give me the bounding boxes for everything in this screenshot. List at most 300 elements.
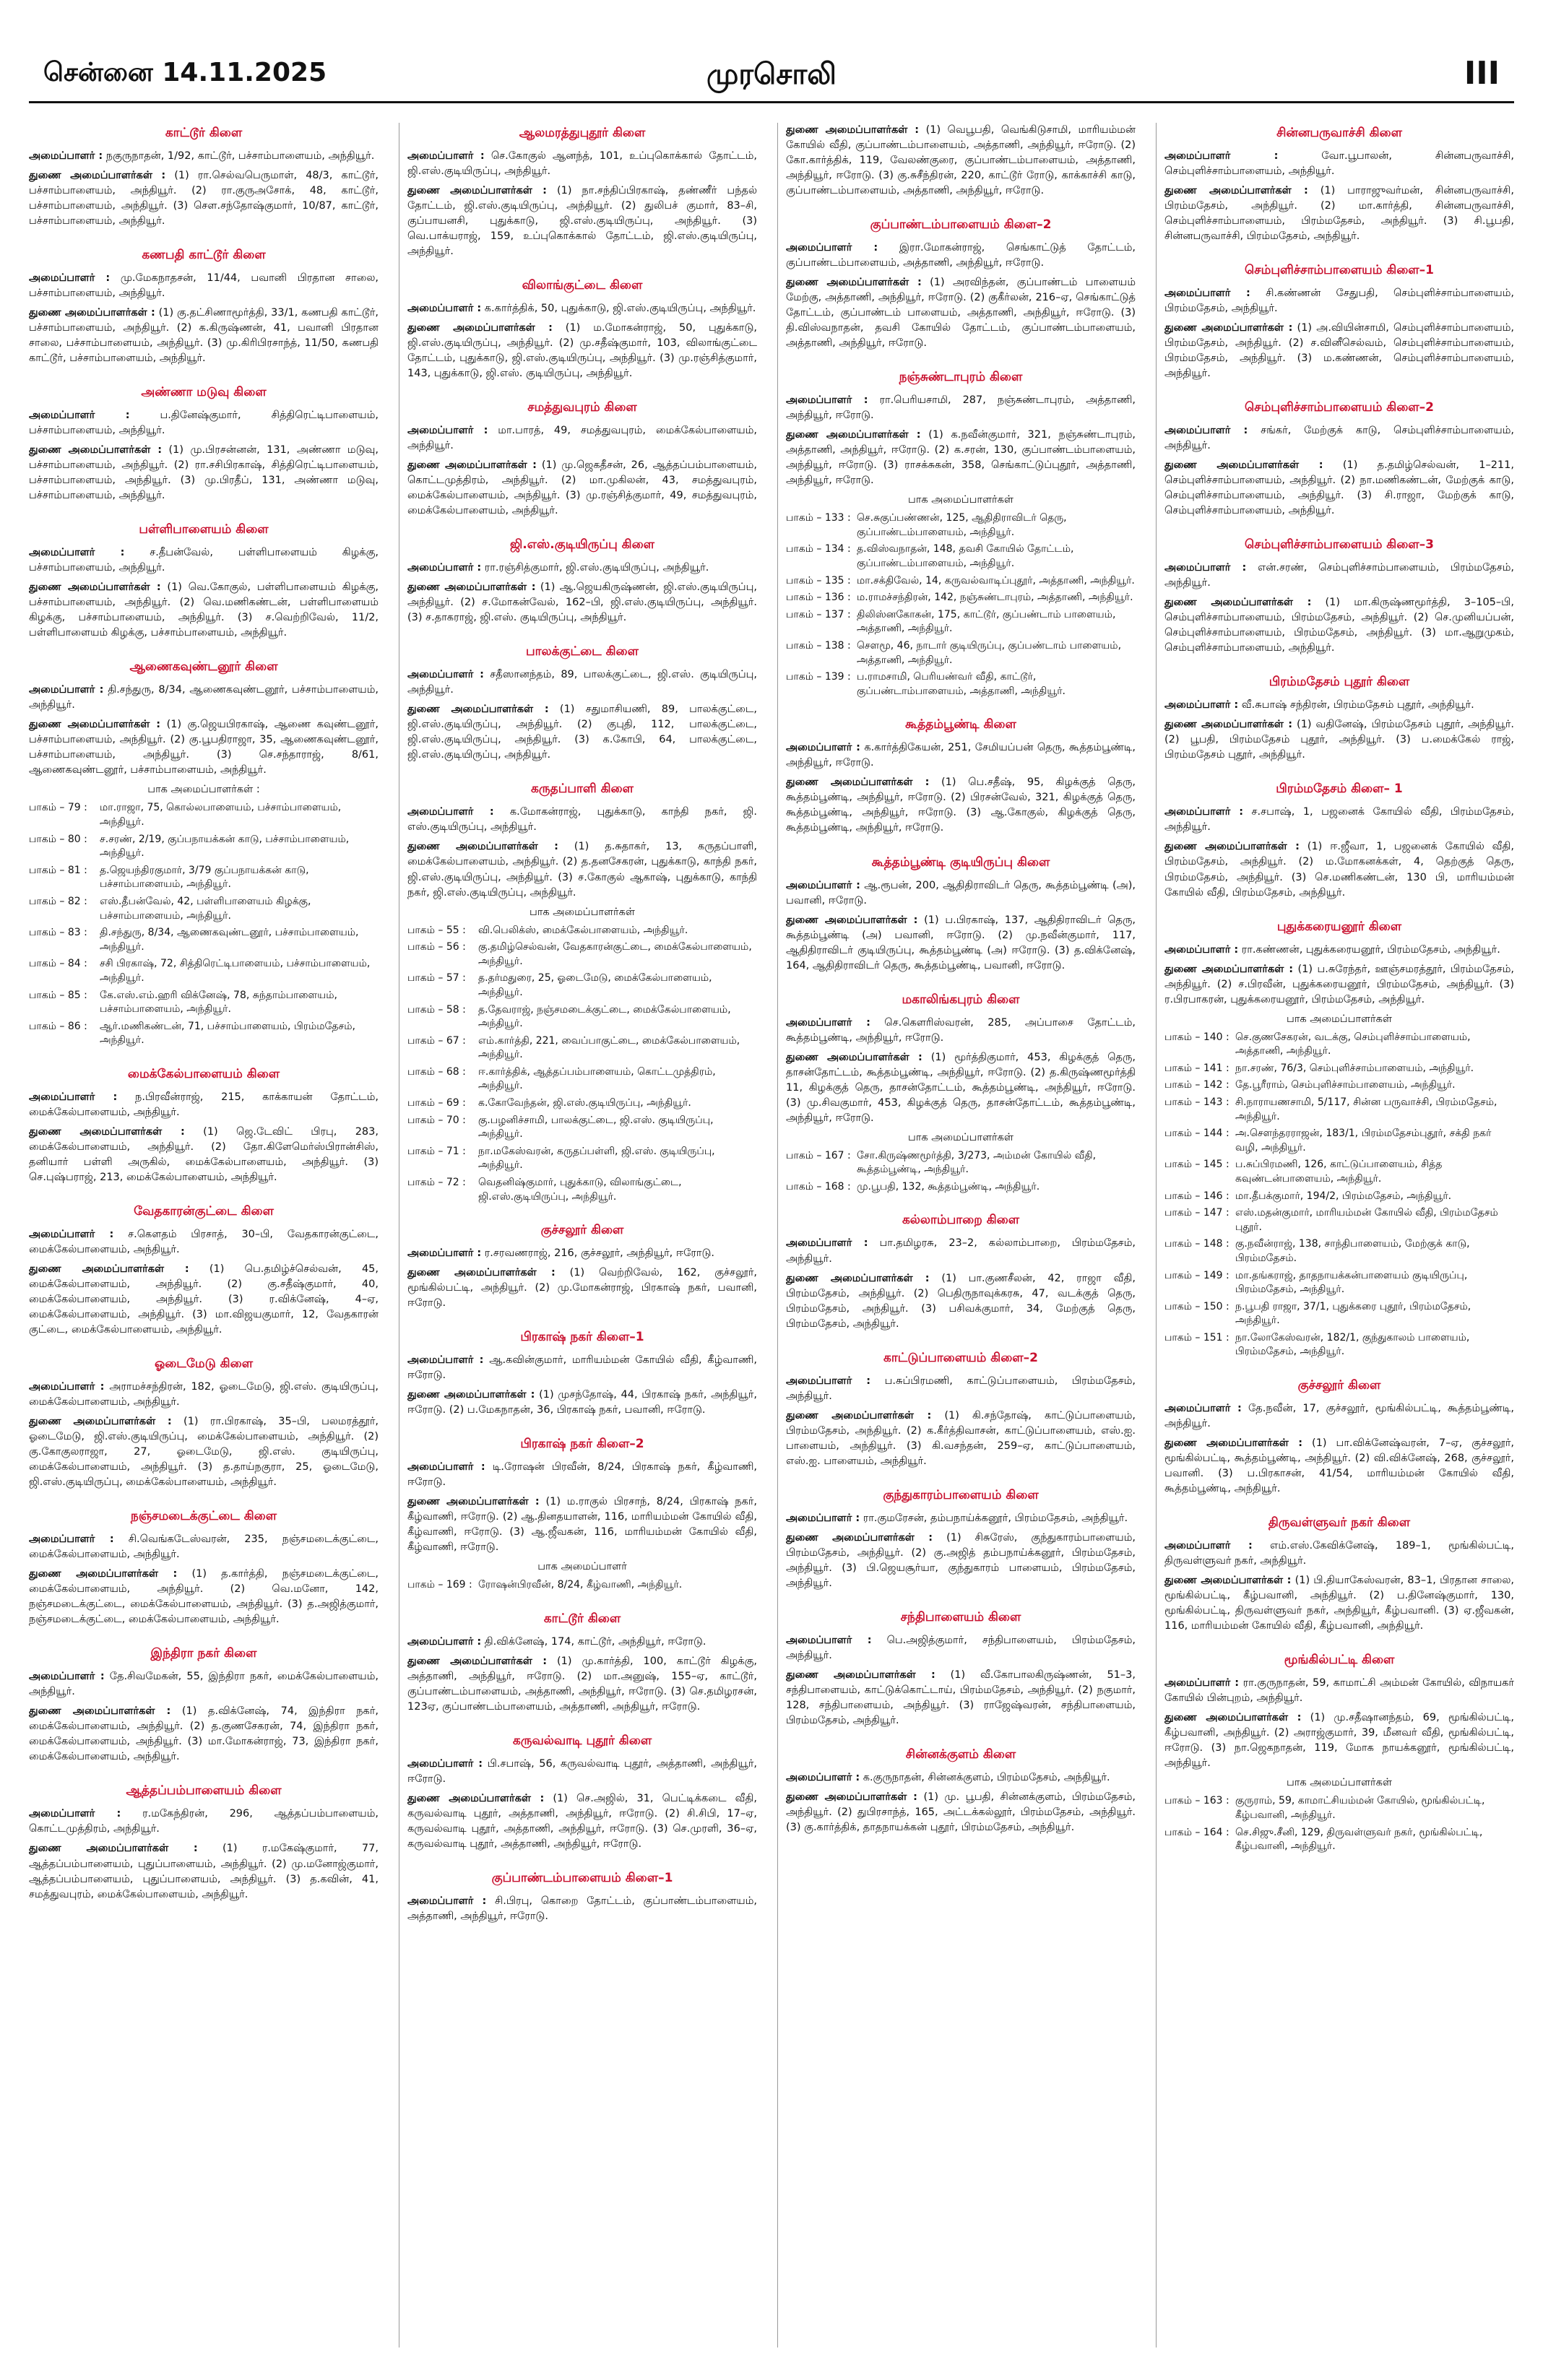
member-details: ச.தீபன்வேல், பள்ளிபாளையம் கிழக்கு, பச்சாம்பாளையம், அந்தியூர். [29,547,379,574]
member-details: ச.கௌதம் பிரசாத், 30–பி, வேதகாரன்குட்டை, மைக்கேல்பாளையம், அந்தியூர். [29,1229,379,1256]
booth-member: செ.குணசேகரன், வடக்கு, செம்புளிச்சாம்பாளையம், அத்தாணி, அந்தியூர். [1235,1031,1471,1057]
member-entry [1164,1573,1514,1634]
role-label: துணை அமைப்பாளர்கள் : [407,1656,548,1668]
member-details: (1) வெபூபதி, வெங்கிடுசாமி, மாரியம்மன் கோயில் வீதி, குப்பாண்டம்பாளையம், அத்தாணி, அந்தியூர், ஈரோடு. (2) கோ.கார்த்திக், 119, வேலண்குரை, குப்பாண்டம்பாளையம், அத்தாணி, அந்தியூர், ஈரோடு. (3) கு.சுசீந்திரன், 220, காட்டூர் ரோடு, காக்காச்சி காடு, குப்பாண்டம்பாளையம், அத்தாணி, அந்தியூர், ஈரோடு. [786,124,1136,197]
role-label: துணை அமைப்பாளர்கள் : [407,581,536,594]
member-entry [29,1704,379,1765]
member-details: மு.மேகநாதசன், 11/44, பவானி பிரதான சாலை, பச்சாம்பாளையம், அந்தியூர். [29,272,379,300]
booth-number: பாகம் – 149 : [1164,1269,1229,1281]
booth-member: நா.மகேஸ்வரன், கருதப்பள்ளி, ஜி.எஸ். குடியிருப்பு, அந்தியூர். [478,1145,715,1172]
role-label: அமைப்பாளர் : [29,547,125,559]
branch-section [786,855,1136,974]
role-label: துணை அமைப்பாளர்கள் : [786,124,920,136]
member-entry [786,1374,1136,1404]
member-entry [1164,717,1514,763]
member-entry [407,667,757,698]
role-label: துணை அமைப்பாளர்கள் : [407,185,547,197]
member-entry [1164,805,1514,835]
role-label: அமைப்பாளர் : [1164,1677,1240,1689]
role-label: துணை அமைப்பாளர்கள் : [29,1125,185,1138]
member-entry [407,423,757,454]
booth-row [407,1065,757,1094]
branch-heading: திருவள்ளுவர் நகர் கிளை [1268,1515,1411,1531]
member-entry [29,1532,379,1562]
booth-number: பாகம் – 142 : [1164,1079,1229,1091]
member-entry [1164,1676,1514,1706]
booth-row [407,1578,757,1593]
role-label: துணை அமைப்பாளர்கள் : [29,1263,189,1276]
booth-number: பாகம் – 85 : [29,989,87,1001]
member-details: (1) மூர்த்திகுமார், 453, கிழக்குத் தெரு, தாசன்தோட்டம், கூத்தம்பூண்டி, அந்தியூர், ஈரோடு. (2) த.கிருஷ்ணமூர்த்தி 11, கிழக்குத் தெரு, தாசன்தோட்டம், கூத்தம்பூண்டி, அந்தியூர், ஈரோடு. (3) மு.சிவகுமார், 453, கிழக்குத் தெரு, தாசன்தோட்டம், கூத்தம்பூண்டி, அந்தியூர், ஈரோடு. [786,1051,1136,1124]
booth-number: பாகம் – 150 : [1164,1300,1229,1312]
role-label: துணை அமைப்பாளர்கள் : [786,1409,932,1421]
booth-member: நா.லோகேஸ்வரன், 182/1, குந்துகாலம் பாளையம், பிரம்மதேசம், அந்தியூர். [1235,1331,1470,1358]
role-label: அமைப்பாளர் : [407,669,484,681]
booth-row [29,1020,379,1048]
booth-number: பாகம் – 86 : [29,1020,87,1032]
branch-section [29,1509,379,1627]
booth-member: மு.பூபதி, 132, கூத்தம்பூண்டி, அந்தியூர். [857,1180,1040,1193]
member-details: நகுருநாதன், 1/92, காட்டூர், பச்சாம்பாளையம், அந்தியூர். [105,150,375,162]
member-details: ர.சரவணராஜ், 216, குச்சலூர், அந்தியூர், ஈரோடு. [484,1247,714,1260]
member-entry [786,740,1136,771]
role-label: அமைப்பாளர் : [786,242,878,254]
member-details: ப.தினேஷ்குமார், சித்திரெட்டிபாளையம், பச்சாம்பாளையம், அந்தியூர். [29,410,379,437]
branch-section [29,248,379,366]
role-label: அமைப்பாளர் : [786,742,860,754]
role-label: அமைப்பாளர் : [1164,1540,1253,1552]
branch-section [1164,1653,1514,1853]
member-details: செ.கௌரிஸ்வரன், 285, அப்பாசை தோட்டம், கூத்தம்பூண்டி, அந்தியூர், ஈரோடு. [786,1016,1136,1044]
member-details: ஆ.கவின்குமார், மாரியம்மன் கோயில் வீதி, கீழ்வாணி, ஈரோடு. [407,1354,757,1382]
branch-heading: மகாலிங்கபுரம் கிளை [902,992,1020,1007]
member-entry [407,1246,757,1261]
booth-row [29,833,379,861]
booth-row [786,670,1136,698]
booth-number: பாகம் – 147 : [1164,1207,1229,1219]
member-entry [29,717,379,778]
booth-member: செ.சிஜு.சீனி, 129, திருவள்ளுவர் நகர், மூங்கில்பட்டி, கீழ்பவானி, அந்தியூர். [1235,1826,1483,1853]
branch-section [1164,400,1514,519]
role-label: அமைப்பாளர் : [786,394,868,407]
role-label: அமைப்பாளர் : [407,303,482,315]
member-entry [786,241,1136,271]
booth-row [29,864,379,892]
member-details: (1) பா.விக்னேஷ்வரன், 7–ஏ, குச்சலூர், மூங்கில்பட்டி, கூத்தம்பூண்டி, அந்தியூர். (2) வி.விக்னேஷ், 268, குச்சலூர், பவானி. (3) ப.பிரகாசன், 41/54, மாரியம்மன் கோயில் வீதி, கூத்தம்பூண்டி, அந்தியூர். [1164,1437,1514,1495]
member-entry [29,306,379,366]
branch-heading: விலாங்குட்டை கிளை [522,278,643,293]
booth-member: மா.சக்திவேல், 14, கருவல்வாடிப்புதூர், அத்தாணி, அந்தியூர். [857,574,1135,587]
member-details: ரா.குமரேசன், தம்பநாய்க்கனூர், பிரம்மதேசம், அந்தியூர். [863,1512,1128,1524]
role-label: அமைப்பாளர் : [786,1771,860,1783]
role-label: அமைப்பாளர் : [1164,1403,1242,1415]
role-label: துணை அமைப்பாளர்கள் : [1164,597,1312,609]
booth-member: எஸ்.தீபன்வேல், 42, பள்ளிபாளையம் கிழக்கு, பச்சாம்பாளையம், அந்தியூர். [100,896,311,922]
member-entry [1164,1401,1514,1432]
role-label: அமைப்பாளர் : [1164,150,1279,162]
booth-member: செ.சுகுப்பண்ணன், 125, ஆதிதிராவிடர் தெரு, குப்பாண்டம்பாளையம், அந்தியூர். [857,512,1067,538]
member-details: எம்.எஸ்.கேவிக்னேஷ், 189–1, மூங்கில்பட்டி, திருவள்ளுவர் நகர், அந்தியூர். [1164,1540,1514,1567]
member-entry [29,1125,379,1185]
booth-number: பாகம் – 138 : [786,640,851,652]
booth-member: அ.சௌந்தரராஜன், 183/1, பிரம்மதேசம்புதூர், சக்தி நகர் வழி, அந்தியூர். [1235,1128,1492,1154]
role-label: அமைப்பாளர் : [1164,425,1248,437]
branch-heading: இந்திரா நகர் கிளை [150,1646,257,1661]
role-label: துணை அமைப்பாளர்கள் : [29,1416,172,1428]
booth-number: பாகம் – 140 : [1164,1031,1229,1043]
branch-section [786,1488,1136,1591]
member-details: (1) பெ.தமிழ்ச்செல்வன், 45, மைக்கேல்பாளையம், அந்தியூர். (2) கு.சதீஷ்குமார், 40, மைக்கேல்பாளையம், அந்தியூர். (3) ர.விக்னேஷ், 4–ஏ, மைக்கேல்பாளையம், அந்தியூர். (3) மா.விஜயகுமார், 12, வேதகாரன் குட்டை, மைக்கேல்பாளையம், அந்தியூர். [29,1263,379,1336]
role-label: அமைப்பாளர் : [1164,562,1247,574]
booth-row [786,511,1136,540]
member-entry [407,1894,757,1924]
booth-number: பாகம் – 145 : [1164,1159,1229,1171]
role-label: துணை அமைப்பாளர்கள் : [786,1531,933,1544]
booth-member: மா.தங்கராஜ், தாதநாயக்கன்பாளையம் குடியிருப்பு, பிரம்மதேசம், அந்தியூர். [1235,1269,1468,1296]
member-details: ரா.பெரியசாமி, 287, நஞ்சுண்டாபுரம், அத்தாணி, அந்தியூர், ஈரோடு. [786,394,1136,422]
branch-section [29,659,379,1048]
member-entry [29,149,379,164]
booth-number: பாகம் – 134 : [786,543,851,555]
booth-number: பாகம் – 83 : [29,927,87,939]
booth-row [407,1145,757,1173]
role-label: அமைப்பாளர் : [29,272,111,285]
article-columns [29,123,1514,2355]
booth-row [786,639,1136,667]
member-entry [786,775,1136,836]
branch-heading: கூத்தம்பூண்டி கிளை [905,717,1016,732]
branch-section [786,217,1136,351]
branch-heading: செம்புளிச்சாம்பாளையம் கிளை–1 [1245,263,1434,278]
role-label: அமைப்பாளர் : [29,1381,105,1393]
member-entry [1164,1436,1514,1497]
member-details: (1) கு.ஜெயபிரகாஷ், ஆணை கவுண்டனூர், பச்சாம்பாளையம், அந்தியூர். (2) கு.பூபதிராஜா, 35, ஆணைகவுண்டனூர், பச்சாம்பாளையம், அந்தியூர். (3) செ.சந்தாராஜ், 8/61, ஆணைகவுண்டனூர், பச்சாம்பாளையம், அந்தியூர். [29,719,379,776]
member-details: (1) மா.கிருஷ்ணமூர்த்தி, 3–105–பி, செம்புளிச்சாம்பாளையம், பிரம்மதேசம், அந்தியூர். (2) செ.முனியப்பன், செம்புளிச்சாம்பாளையம், பிரம்மதேசம், அந்தியூர். (3) மா.ஆறுமுகம், செம்புளிச்சாம்பாளையம், அந்தியூர். [1164,597,1514,654]
booth-number: பாகம் – 151 : [1164,1331,1229,1343]
branch-heading: சின்னக்குளம் கிளை [905,1747,1016,1762]
booth-row [1164,1269,1514,1297]
booth-number: பாகம் – 84 : [29,958,87,970]
booth-row [407,1114,757,1142]
branch-section [29,1783,379,1902]
role-label: அமைப்பாளர் : [1164,699,1239,711]
branch-section [29,1067,379,1185]
branch-section [1164,537,1514,656]
branch-section [407,1611,757,1715]
booth-number: பாகம் – 167 : [786,1149,851,1161]
role-label: துணை அமைப்பாளர்கள் : [786,776,930,789]
role-label: அமைப்பாளர் : [29,150,103,162]
branch-heading: காட்டூர் கிளை [543,1611,621,1627]
booth-member: நா.சரண், 76/3, செம்புளிச்சாம்பாளையம், அந்தியூர். [1235,1062,1474,1074]
member-details: (1) ர.மகேஷ்குமார், 77, ஆத்தப்பம்பாளையம், புதுப்பாளையம், அந்தியூர். (2) மு.மனோஜ்குமார், ஆத்தப்பம்பாளையம், புதுப்பாளையம், அந்தியூர். (3) த.கவின், 41, சமத்துவபுரம், மைக்கேல்பாளையம், அந்தியூர். [29,1843,379,1900]
role-label: துணை அமைப்பாளர்கள் : [1164,841,1300,853]
booth-row [1164,1078,1514,1093]
booth-row [1164,1190,1514,1204]
booth-number: பாகம் – 168 : [786,1180,851,1193]
booth-subheading: பாக அமைப்பாளர்கள் : [147,784,260,796]
branch-heading: குந்துகாரம்பாளையம் கிளை [883,1487,1039,1502]
member-details: (1) த.சுதாகர், 13, கருதப்பாளி, மைக்கேல்பாளையம், அந்தியூர். (2) த.தனசேகரன், புதுக்காடு, காந்தி நகர், ஜி.எஸ்.குடியிருப்பு, அந்தியூர். (3) ச.கோகுல் ஆகாஷ், புதுக்காடு, காந்தி நகர், ஜி.எஸ்.குடியிருப்பு, அந்தியூர். [407,841,757,899]
booth-member: ம.ராமச்சந்திரன், 142, நஞ்சுண்டாபுரம், அத்தாணி, அந்தியூர். [857,592,1133,604]
booth-row [1164,1127,1514,1155]
member-entry [407,458,757,519]
booth-member: த.ஜெயந்திரகுமார், 3/79 குப்பநாயக்கன் காடு, பச்சாம்பாளையம், அந்தியூர். [100,864,309,891]
role-label: அமைப்பாளர் : [407,425,488,437]
member-details: (1) முசந்தோஷ், 44, பிரகாஷ் நகர், அந்தியூர், ஈரோடு. (2) ப.மேகநாதன், 36, பிரகாஷ் நகர், பவானி, ஈரோடு. [407,1389,757,1416]
member-details: க.கார்த்திக், 50, புதுக்காடு, ஜி.எஸ்.குடியிருப்பு, அந்தியூர். [484,303,756,315]
branch-section [1164,1378,1514,1497]
branch-heading: பள்ளிபாளையம் கிளை [139,522,269,537]
member-details: தே.நவீன், 17, குச்சலூர், மூங்கில்பட்டி, கூத்தம்பூண்டி, அந்தியூர். [1164,1403,1514,1430]
member-entry [1164,943,1514,958]
member-entry [407,702,757,763]
role-label: துணை அமைப்பாளர்கள் : [407,322,553,334]
branch-heading: செம்புளிச்சாம்பாளையம் கிளை–2 [1245,400,1434,415]
booth-row [407,972,757,1000]
booth-row [1164,1331,1514,1359]
booth-member: மா.தீபக்குமார், 194/2, பிரம்மதேசம், அந்தியூர். [1235,1190,1452,1202]
booth-number: பாகம் – 67 : [407,1034,466,1047]
booth-member: ப.சுப்பிரமணி, 126, காட்டுப்பாளையம், சித்த கவுண்டன்பாளையம், அந்தியூர். [1235,1159,1443,1185]
role-label: அமைப்பாளர் : [407,150,485,162]
booth-member: குருராம், 59, காமாட்சியம்மன் கோயில், மூங்கில்பட்டி, கீழ்பவானி, அந்தியூர். [1235,1795,1485,1821]
role-label: அமைப்பாளர் : [407,1758,483,1770]
member-entry [29,580,379,641]
role-label: அமைப்பாளர் : [1164,943,1239,956]
member-details: அராமச்சந்திரன், 182, ஓடைமேடு, ஜி.எஸ். குடியிருப்பு, மைக்கேல்பாளையம், அந்தியூர். [29,1381,379,1408]
role-label: அமைப்பாளர் : [1164,287,1250,300]
branch-heading: பிரம்மதேசம் புதூர் கிளை [1268,675,1410,690]
branch-heading: கல்லாம்பாறை கிளை [902,1213,1020,1228]
branch-heading: சந்திபாளையம் கிளை [900,1609,1021,1624]
branch-heading: கணபதி காட்டூர் கிளை [142,248,266,263]
role-label: அமைப்பாளர் : [407,1895,487,1908]
member-entry [786,1633,1136,1663]
branch-section [1164,782,1514,900]
member-details: (1) வெ.கோகுல், பள்ளிபாளையம் கிழக்கு, பச்சாம்பாளையம், அந்தியூர். (2) வெ.மணிகண்டன், பள்ளிபாளையம் கிழக்கு, பச்சாம்பாளையம், அந்தியூர். (3) ச.வெற்றிவேல், 11/2, பள்ளிபாளையம் கிழக்கு, பச்சாம்பாளையம், அந்தியூர். [29,581,379,639]
booth-subheading: பாக அமைப்பாளர்கள் [908,494,1013,506]
role-label: துணை அமைப்பாளர்கள் : [407,459,537,472]
member-entry [1164,561,1514,591]
booth-row [407,924,757,938]
member-details: ரா.குருநாதன், 59, காமாட்சி அம்மன் கோயில், விநாயகர் கோயில் பின்புறம், அந்தியூர். [1164,1677,1514,1705]
member-entry [29,1090,379,1120]
booth-member: மா.ராஜா, 75, கொல்லபாளையம், பச்சாம்பாளையம், அந்தியூர். [100,802,342,828]
member-details: ச.சபாஷ், 1, பஜனைக் கோயில் வீதி, பிரம்மதேசம், அந்தியூர். [1164,806,1514,834]
member-details: (1) நா.சந்திப்பிரகாஷ், தண்ணீர் பந்தல் தோட்டம், ஜி.எஸ்.குடியிருப்பு, அந்தியூர். (2) துலிபச் குமார், 83–சி, குப்பாயனசி, புதுக்காடு, ஜி.எஸ்.குடியிருப்பு, அந்தியூர். (3) வெ.பாக்யராஜ், 159, உப்புகொக்கால் தோட்டம், ஜி.எஸ்.குடியிருப்பு, அந்தியூர். [407,185,757,258]
role-label: துணை அமைப்பாளர்கள் : [29,170,166,182]
booth-row [786,574,1136,589]
booth-member: ஆர்.மணிகண்டன், 71, பச்சாம்பாளையம், பிரம்மதேசம், அந்தியூர். [100,1020,356,1047]
booth-member: சோ.கிருஷ்ணமூர்த்தி, 3/273, அம்மன் கோயில் வீதி, கூத்தம்பூண்டி, அந்தியூர். [857,1149,1097,1176]
booth-row [786,542,1136,571]
branch-heading: பிரம்மதேசம் கிளை– 1 [1276,782,1403,797]
role-label: துணை அமைப்பாளர்கள் : [1164,322,1293,334]
booth-row [29,895,379,923]
booth-row [407,940,757,969]
branch-section [29,126,379,229]
booth-row [1164,1158,1514,1186]
branch-section [1164,919,1514,1360]
booth-number: பாகம் – 79 : [29,802,87,814]
branch-heading: சின்னபருவாச்சி கிளை [1276,126,1402,140]
booth-number: பாகம் – 137 : [786,608,851,620]
member-entry [407,149,757,179]
member-details: (1) ப.பிரகாஷ், 137, ஆதிதிராவிடர் தெரு, கூத்தம்பூண்டி (அ) பவானி, ஈரோடு. (2) மு.நவீன்குமார், 117, ஆதிதிராவிடர் குடியிருப்பு, கூத்தம்பூண்டி (அ) ஈரோடு. (3) த.விக்னேஷ், 164, ஆதிதிராவிடர் தெரு, கூத்தம்பூண்டி, பவானி, ஈரோடு. [786,914,1136,972]
member-entry [786,1408,1136,1469]
role-label: துணை அமைப்பாளர்கள் : [407,1389,535,1401]
role-label: துணை அமைப்பாளர்கள் : [1164,719,1293,731]
branch-heading: மூங்கில்பட்டி கிளை [1284,1653,1395,1668]
member-details: இரா.மோகன்ராஜ், செங்காட்டுத் தோட்டம், குப்பாண்டம்பாளையம், அத்தாணி, அந்தியூர், ஈரோடு. [786,242,1136,269]
member-details: (1) வீ.கோபாலகிருஷ்ணன், 51–3, சந்திபாளையம், காட்டுக்கொட்டாய், பிரம்மதேசம், அந்தியூர். (2) நகுமார், 128, சந்திபாளையம், அந்தியூர். (3) ராஜேஷ்வரன், சந்திபாளையம், பிரம்மதேசம், அந்தியூர். [786,1669,1136,1726]
role-label: அமைப்பாளர் : [786,1634,872,1646]
booth-member: ஈ.கார்த்திக், ஆத்தப்பம்பாளையம், கொட்டமுத்திரம், அந்தியூர். [478,1065,716,1092]
role-label: அமைப்பாளர் : [407,1461,485,1474]
member-entry [29,683,379,713]
booth-row [407,1003,757,1031]
branch-heading: கருவல்வாடி புதூர் கிளை [512,1734,652,1749]
member-entry [407,1388,757,1418]
member-entry [786,878,1136,909]
masthead [29,43,1514,92]
booth-subheading: பாக அமைப்பாளர்கள் [1287,1013,1392,1025]
member-details: செ.கோகுல் ஆனந்த், 101, உப்புகொக்கால் தோட்டம், ஜி.எஸ்.குடியிருப்பு, அந்தியூர். [407,150,757,178]
member-details: டி.ரோஷன் பிரவீன், 8/24, பிரகாஷ் நகர், கீழ்வாணி, ஈரோடு. [407,1461,757,1489]
branch-heading: நஞ்சமடைக்குட்டை கிளை [130,1509,277,1524]
role-label: அமைப்பாளர் : [786,1375,871,1387]
member-entry [1164,183,1514,244]
member-details: (1) சிசுரேஸ், குந்துகாரம்பாளையம், பிரம்மதேசம், அந்தியூர். (2) கு.அஜித் தம்பநாய்க்கனூர், பிரம்மதேசம், அந்தியூர். (3) பி.ஜெயசூர்யா, குந்துகாரம் பாளையம், பிரம்மதேசம், அந்தியூர். [786,1531,1136,1589]
member-entry [786,1016,1136,1046]
member-details: (1) மு.சதீஷானந்தம், 69, மூங்கில்பட்டி, கீழ்பவானி, அந்தியூர். (2) அராஜ்குமார், 39, மீனவர் வீதி, மூங்கில்பட்டி, ஈரோடு. (3) நா.ஜெகநாதன், 119, மோக நாயக்கனூர், மூங்கில்பட்டி, அந்தியூர். [1164,1712,1514,1770]
booth-number: பாகம் – 68 : [407,1065,466,1078]
booth-row [29,957,379,985]
role-label: துணை அமைப்பாளர்கள் : [29,1705,171,1718]
member-details: மா.பாரத், 49, சமத்துவபுரம், மைக்கேல்பாளையம், அந்தியூர். [407,425,757,452]
booth-row [786,608,1136,636]
member-entry [786,1790,1136,1835]
member-details: சங்கர், மேற்குக் காடு, செம்புளிச்சாம்பாளையம், அந்தியூர். [1164,425,1514,452]
role-label: துணை அமைப்பாளர்கள் : [786,1669,935,1681]
newspaper-title: முரசொலி [706,58,837,91]
member-details: (1) ப.சுரேந்தர், ஊஞ்சமரத்தூர், பிரம்மதேசம், அந்தியூர். (2) ச.பிரவீன், புதுக்கரையனூர், பிரம்மதேசம், அந்தியூர். (3) ர.பிரபாகரன், புதுக்கரையனூர், பிரம்மதேசம், அந்தியூர். [1164,963,1514,1005]
member-entry [407,1654,757,1715]
branch-section [786,370,1136,698]
booth-member: சசி பிரகாஷ், 72, சித்திரெட்டிபாளையம், பச்சாம்பாளையம், அந்தியூர். [100,958,371,984]
member-details: ரா.ரஞ்சித்குமார், ஜி.எஸ்.குடியிருப்பு, அந்தியூர். [484,562,709,574]
booth-member: எம்.கார்த்தி, 221, வைப்பாகுட்டை, மைக்கேல்பாளையம், அந்தியூர். [478,1034,740,1061]
role-label: துணை அமைப்பாளர்கள் : [29,307,155,319]
member-details: (1) மு.கார்த்தி, 100, காட்டூர் கிழக்கு, அத்தாணி, அந்தியூர், ஈரோடு. (2) மா.அனுஷ், 155–ஏ, காட்டூர், குப்பாண்டம்பாளையம், அத்தாணி, அந்தியூர், ஈரோடு. (3) செ.தமிழரசன், 123ஏ, குப்பாண்டம்பாளையம், அத்தாணி, அந்தியூர், ஈரோடு. [407,1656,757,1713]
member-details: (1) அ.வியின்சாமி, செம்புளிச்சாம்பாளையம், பிரம்மதேசம், அந்தியூர். (2) ச.வினீசெல்வம், செம்புளிச்சாம்பாளையம், பிரம்மதேசம், அந்தியூர். (3) ம.கண்ணன், செம்புளிச்சாம்பாளையம், அந்தியூர். [1164,322,1514,380]
booth-subheading: பாக அமைப்பாளர் [537,1561,627,1573]
member-details: சி.கண்ணன் சேதுபதி, செம்புளிச்சாம்பாளையம், பிரம்மதேசம், அந்தியூர். [1164,287,1514,315]
role-label: அமைப்பாளர் : [407,1354,484,1367]
booth-number: பாகம் – 141 : [1164,1062,1229,1074]
role-label: அமைப்பாளர் : [29,1229,114,1241]
booth-member: திலிஸ்னகோகன், 175, காட்டூர், குப்பண்டாம் பாளையம், அத்தாணி, அந்தியூர். [857,608,1116,635]
branch-section [29,1356,379,1490]
booth-member: தி.சந்துரு, 8/34, ஆணைகவுண்டனூர், பச்சாம்பாளையம், அந்தியூர். [100,927,359,953]
booth-row [29,801,379,829]
branch-section [407,782,757,1204]
branch-section [786,1747,1136,1835]
member-entry [407,1757,757,1787]
member-entry [407,580,757,626]
booth-member: வெதனிஷ்குமார், புதுக்காடு, விலாங்குட்டை, ஜி.எஸ்.குடியிருப்பு, அந்தியூர். [478,1177,682,1203]
branch-heading: ஆத்தப்பம்பாளையம் கிளை [126,1783,282,1799]
booth-number: பாகம் – 55 : [407,924,466,936]
role-label: அமைப்பாளர் : [407,562,482,574]
issue-date: சென்னை 14.11.2025 [43,58,327,87]
branch-heading: காட்டுப்பாளையம் கிளை–2 [883,1350,1038,1365]
booth-number: பாகம் – 81 : [29,864,87,876]
member-entry [1164,458,1514,519]
role-label: துணை அமைப்பாளர்கள் : [786,429,921,441]
booth-member: கே.எஸ்.எம்.ஹரி விக்னேஷ், 78, சுந்தாம்பாளையம், பச்சாம்பாளையம், அந்தியூர். [100,989,337,1016]
booth-row [1164,1794,1514,1822]
member-entry [29,1262,379,1338]
member-entry [407,1791,757,1852]
member-details: தே.சிவமேகன், 55, இந்திரா நகர், மைக்கேல்பாளையம், அந்தியூர். [29,1671,379,1698]
booth-number: பாகம் – 133 : [786,512,851,524]
branch-heading: கருதப்பாளி கிளை [531,782,634,797]
member-details: (1) த.தமிழ்செல்வன், 1–211, செம்புளிச்சாம்பாளையம், அந்தியூர். (2) நா.மணிகண்டன், மேற்குக் காடு, செம்புளிச்சாம்பாளையம், அந்தியூர். (3) சி.ராஜா, மேற்குக் காடு, செம்புளிச்சாம்பாளையம், அந்தியூர். [1164,459,1514,517]
booth-member: சௌமூ, 46, நாடார் குடியிருப்பு, குப்பண்டாம் பாளையம், அத்தாணி, அந்தியூர். [857,640,1122,666]
role-label: துணை அமைப்பாளர்கள் : [29,444,162,456]
role-label: துணை அமைப்பாளர்கள் : [1164,1712,1302,1724]
member-entry [407,839,757,900]
booth-member: சி.நாராயணசாமி, 5/117, சின்ன பருவாச்சி, பிரம்மதேசம், அந்தியூர். [1235,1096,1497,1122]
member-details: ப.சுப்பிரமணி, காட்டுப்பாளையம், பிரம்மதேசம், அந்தியூர். [786,1375,1136,1402]
member-details: (1) மு.பிரசன்னன், 131, அண்ணா மடுவு, பச்சாம்பாளையம், அந்தியூர். (2) ரா.சசிபிரகாஷ், சித்திரெட்டிபாளையம், பச்சாம்பாளையம், அந்தியூர். (3) மு.பிரதீப், 131, அண்ணா மடுவு, பச்சாம்பாளையம், அந்தியூர். [29,444,379,502]
member-details: ந.பிரவீன்ராஜ், 215, காக்காயன் தோட்டம், மைக்கேல்பாளையம், அந்தியூர். [29,1091,379,1118]
booth-member: வி.பெலிக்ஸ், மைக்கேல்பாளையம், அந்தியூர். [478,924,688,936]
role-label: துணை அமைப்பாளர்கள் : [1164,459,1323,472]
member-entry [1164,149,1514,179]
branch-heading: வேதகாரன்குட்டை கிளை [134,1204,274,1219]
branch-heading: குப்பாண்டம்பாளையம் கிளை–1 [491,1871,673,1886]
branch-heading: அண்ணா மடுவு கிளை [141,385,267,400]
booth-number: பாகம் – 146 : [1164,1190,1229,1202]
member-details: (1) பி.தியாகேஸ்வரன், 83–1, பிரதான சாலை, மூங்கில்பட்டி, கீழ்பவானி, அந்தியூர். (2) ப.தினேஷ்குமார், 130, மூங்கில்பட்டி, திருவள்ளுவர் நகர், அந்தியூர், கீழ்பவானி. (3) ஏ.ஜீவகன், 116, மாரியம்மன் கோயில் வீதி, கீழ்பவானி, அந்தியூர். [1164,1575,1514,1632]
booth-number: பாகம் – 82 : [29,896,87,908]
member-details: க.கார்த்திகேயன், 251, சேமியப்பன் தெரு, கூத்தம்பூண்டி, அந்தியூர், ஈரோடு. [786,742,1136,769]
member-details: (1) ரா.செல்வபெருமாள், 48/3, காட்டூர், பச்சாம்பாளையம், அந்தியூர். (2) ரா.குருஅசோக், 48, காட்டூர், பச்சாம்பாளையம், அந்தியூர். (3) செள.சந்தோஷ்குமார், 10/87, காட்டூர், பச்சாம்பாளையம், அந்தியூர். [29,170,379,228]
booth-row [1164,1096,1514,1124]
booth-number: பாகம் – 80 : [29,833,87,845]
member-details: ரா.கண்ணன், புதுக்கரையனூர், பிரம்மதேசம், அந்தியூர். [1241,943,1500,956]
member-entry [407,301,757,316]
member-details: சி.வெங்கடேஸ்வரன், 235, நஞ்சமடைக்குட்டை, மைக்கேல்பாளையம், அந்தியூர். [29,1533,379,1561]
member-entry [29,1841,379,1902]
booth-subheading: பாக அமைப்பாளர்கள் [530,906,635,918]
member-details: (1) செ.அஜில், 31, பெட்டிக்கடை வீதி, கருவல்வாடி புதூர், அத்தாணி, அந்தியூர், ஈரோடு. (2) சி.சிபி, 17–ஏ, கருவல்வாடி புதூர், அத்தாணி, அந்தியூர், ஈரோடு. (3) செ.முரளி, 36–ஏ, கருவல்வாடி புதூர், அத்தாணி, அந்தியூர், ஈரோடு. [407,1793,757,1851]
member-details: (1) கி.சந்தோஷ், காட்டுப்பாளையம், பிரம்மதேசம், அந்தியூர். (2) க.கீர்த்திவாசன், காட்டுப்பாளையம், எஸ்.ஐ. பாளையம், அந்தியூர். (3) கி.வசந்தன், 259–ஏ, காட்டுப்பாளையம், எஸ்.ஐ. பாளையம், அந்தியூர். [786,1409,1136,1467]
member-entry [29,408,379,438]
role-label: அமைப்பாளர் : [29,684,104,696]
booth-member: த.தர்மதுரை, 25, ஓடைமேடு, மைக்கேல்பாளையம், அந்தியூர். [478,972,712,998]
branch-section [29,1646,379,1765]
member-entry [29,1567,379,1627]
role-label: துணை அமைப்பாளர்கள் : [786,1272,930,1284]
branch-heading: சமத்துவபுரம் கிளை [527,400,637,415]
booth-row [1164,1237,1514,1265]
member-entry [1164,1539,1514,1569]
role-label: அமைப்பாளர் : [786,1237,868,1250]
